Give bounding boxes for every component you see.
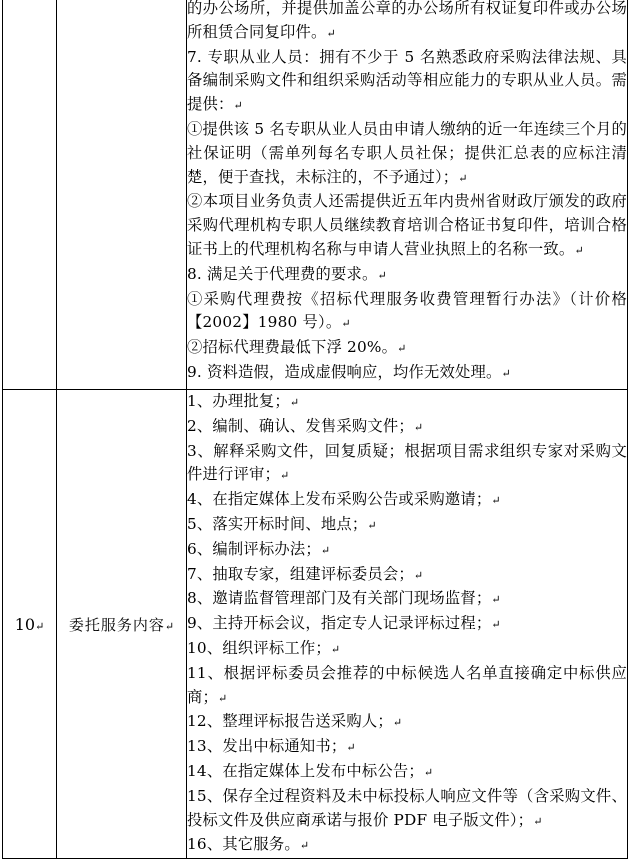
false-information-clause: 9. 资料造假，造成虚假响应，均作无效处理。↵	[187, 362, 511, 381]
paragraph-mark-icon: ↵	[397, 342, 407, 356]
service-item-text: 10、组织评标工作；	[187, 638, 331, 657]
service-list-item	[187, 440, 627, 489]
table-row-qualifications	[3, 0, 628, 390]
service-item-text: 3、解释采购文件，回复质疑；根据项目需求组织专家对采购文件进行评审；	[187, 441, 627, 484]
service-item-text: 5、落实开标时间、地点；	[187, 514, 368, 533]
paragraph-mark-icon: ↵	[491, 593, 501, 607]
paragraph-mark-icon: ↵	[458, 171, 468, 185]
paragraph-mark-icon: ↵	[218, 691, 228, 705]
requirements-table	[2, 0, 628, 859]
service-item-text: 9、主持开标会议，指定专人记录评标过程；	[187, 614, 492, 633]
row-number-cell	[3, 390, 57, 859]
social-security-requirement: ①提供该 5 名专职从业人员由申请人缴纳的近一年连续三个月的社保证明（需单列每名专职人员社保；提供汇总表的应标注清楚，便于查找，未标注的，不予通过）；↵	[187, 119, 627, 186]
service-content-cell	[187, 390, 628, 859]
row-label-cell-empty	[57, 0, 187, 390]
paragraph-mark-icon: ↵	[392, 716, 403, 730]
paragraph-mark-icon: ↵	[574, 243, 584, 257]
paragraph-mark-icon: ↵	[413, 568, 424, 582]
service-item-text: 8、邀请监督管理部门及有关部门现场监督；	[187, 589, 492, 608]
service-item-text: 6、编制评标办法；	[187, 539, 321, 558]
training-certificate-requirement: ②本项目业务负责人还需提供近五年内贵州省财政厅颁发的政府采购代理机构专职人员继续教育培训合格证书复印件，培训合格证书上的代理机构名称与申请人营业执照上的名称一致。↵	[187, 192, 627, 258]
paragraph-mark-icon: ↵	[326, 26, 336, 40]
paragraph-mark-icon: ↵	[233, 99, 243, 113]
service-item-text: 15、保存全过程资料及未中标投标人响应文件等（含采购文件、投标文件及供应商承诺与报价 PDF 电子版文件）；	[187, 786, 627, 829]
row-label: 委托服务内容	[68, 615, 165, 634]
service-list-item	[187, 488, 627, 513]
service-list-item	[187, 587, 627, 612]
page-bottom-mark	[300, 821, 306, 825]
row-number-cell-empty	[3, 0, 57, 390]
service-list-item	[187, 563, 627, 588]
paragraph-mark-icon: ↵	[491, 618, 501, 632]
service-list-item	[187, 612, 627, 637]
paragraph-mark-icon: ↵	[367, 518, 377, 532]
paragraph-mark-icon: ↵	[330, 642, 341, 656]
service-list-item	[187, 760, 627, 785]
paragraph-mark-icon: ↵	[501, 366, 511, 380]
paragraph-mark-icon: ↵	[423, 765, 434, 779]
service-list-item	[187, 785, 627, 834]
service-list-item	[187, 710, 627, 735]
paragraph-mark-icon: ↵	[279, 469, 290, 483]
service-list-item	[187, 390, 627, 415]
agency-fee-discount: ②招标代理费最低下浮 20%。↵	[187, 338, 407, 357]
qualification-content-cell	[187, 0, 628, 390]
service-list-item	[187, 662, 627, 711]
service-list-item	[187, 513, 627, 538]
service-list-item	[187, 415, 627, 440]
service-item-text: 13、发出中标通知书；	[187, 737, 347, 756]
staff-requirement-heading: 7. 专职从业人员：拥有不少于 5 名熟悉政府采购法律法规、具备编制采购文件和组织采购活动等相应能力的专职从业人员。需提供：↵	[187, 47, 627, 114]
paragraph-mark-icon: ↵	[320, 543, 331, 557]
paragraph-mark-icon: ↵	[533, 814, 543, 828]
paragraph-mark-icon: ↵	[299, 839, 310, 853]
paragraph-mark-icon: ↵	[289, 396, 300, 409]
paragraph-mark-icon: ↵	[491, 494, 501, 508]
paragraph-mark-icon: ↵	[346, 741, 356, 755]
service-list-item	[187, 735, 627, 760]
service-item-text: 11、根据评标委员会推荐的中标候选人名单直接确定中标供应商；	[187, 663, 627, 706]
service-item-text: 16、其它服务。	[187, 835, 300, 854]
paragraph-mark-icon: ↵	[377, 268, 387, 282]
service-list-item	[187, 833, 627, 858]
row-label-cell	[57, 390, 187, 859]
paragraph-mark-icon: ↵	[341, 317, 351, 331]
service-item-text: 12、整理评标报告送采购人；	[187, 712, 393, 731]
row-number: 10	[14, 614, 36, 634]
service-item-text: 4、在指定媒体上发布采购公告或采购邀请；	[187, 490, 492, 509]
agency-fee-heading: 8. 满足关于代理费的要求。↵	[187, 264, 387, 283]
service-item-text: 2、编制、确认、发售采购文件；	[187, 416, 414, 435]
service-item-text: 1、办理批复；	[187, 392, 290, 410]
office-premises-text: 的办公场所，并提供加盖公章的办公场所有权证复印件或办公场所租赁合同复印件。↵	[187, 0, 627, 41]
service-list-item	[187, 538, 627, 563]
service-item-text: 7、抽取专家，组建评标委员会；	[187, 564, 414, 583]
service-item-text: 14、在指定媒体上发布中标公告；	[187, 761, 424, 780]
service-list-item	[187, 637, 627, 662]
paragraph-mark-icon: ↵	[413, 420, 424, 434]
paragraph-mark-icon: ↵	[164, 619, 175, 633]
paragraph-mark-icon: ↵	[35, 619, 45, 633]
table-row-10	[3, 390, 628, 859]
service-list	[187, 390, 627, 858]
agency-fee-basis: ①采购代理费按《招标代理服务收费管理暂行办法》（计价格【2002】1980 号）。↵	[187, 289, 627, 332]
